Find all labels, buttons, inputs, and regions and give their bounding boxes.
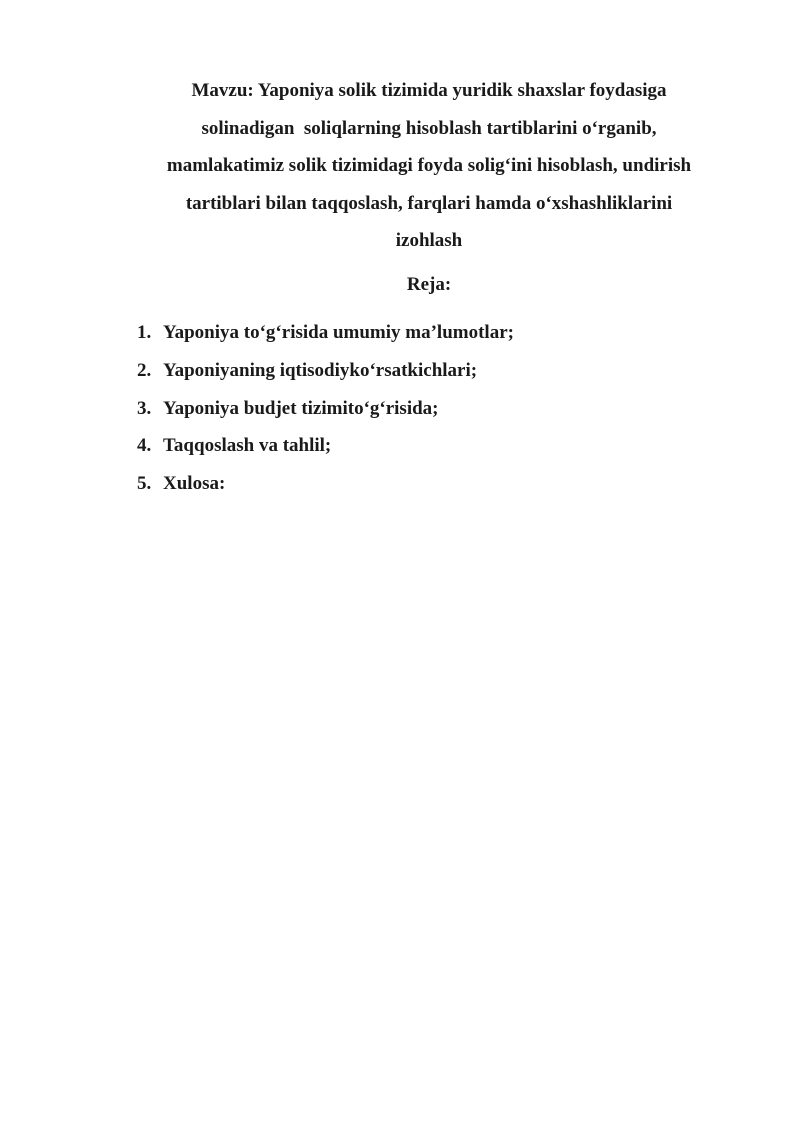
plan-list	[137, 314, 514, 503]
title-line: tartiblari bilan taqqoslash, farqlari hamda o‘xshashliklarini	[185, 192, 673, 214]
list-item	[137, 465, 514, 503]
title-line: Mavzu: Yaponiya solik tizimida yuridik shaxslar foydasiga	[191, 80, 667, 101]
list-item-number: 3.	[137, 397, 152, 419]
list-item-text: Yaponiya to‘g‘risida umumiy ma’lumotlar;	[163, 322, 514, 343]
title-line: solinadigan soliqlarning hisoblash tartiblarini o‘rganib,	[201, 117, 657, 139]
list-item-number: 1.	[137, 322, 152, 343]
list-item	[137, 390, 514, 428]
list-item-number: 5.	[137, 473, 152, 495]
document-title	[120, 72, 738, 260]
list-item	[137, 427, 514, 465]
list-item	[137, 352, 514, 390]
title-line: mamlakatimiz solik tizimidagi foyda solig‘ini hisoblash, undirish	[166, 155, 692, 176]
list-item-number: 2.	[137, 359, 152, 381]
list-item-text: Taqqoslash va tahlil;	[163, 435, 332, 457]
list-item-number: 4.	[137, 435, 152, 457]
title-line: izohlash	[395, 230, 463, 251]
list-item-text: Yaponiyaning iqtisodiyko‘rsatkichlari;	[163, 359, 478, 381]
list-item	[137, 314, 514, 352]
list-item-text: Yaponiya budjet tizimito‘g‘risida;	[163, 397, 439, 419]
list-item-text: Xulosa:	[163, 473, 226, 495]
plan-heading: Reja:	[406, 274, 452, 295]
